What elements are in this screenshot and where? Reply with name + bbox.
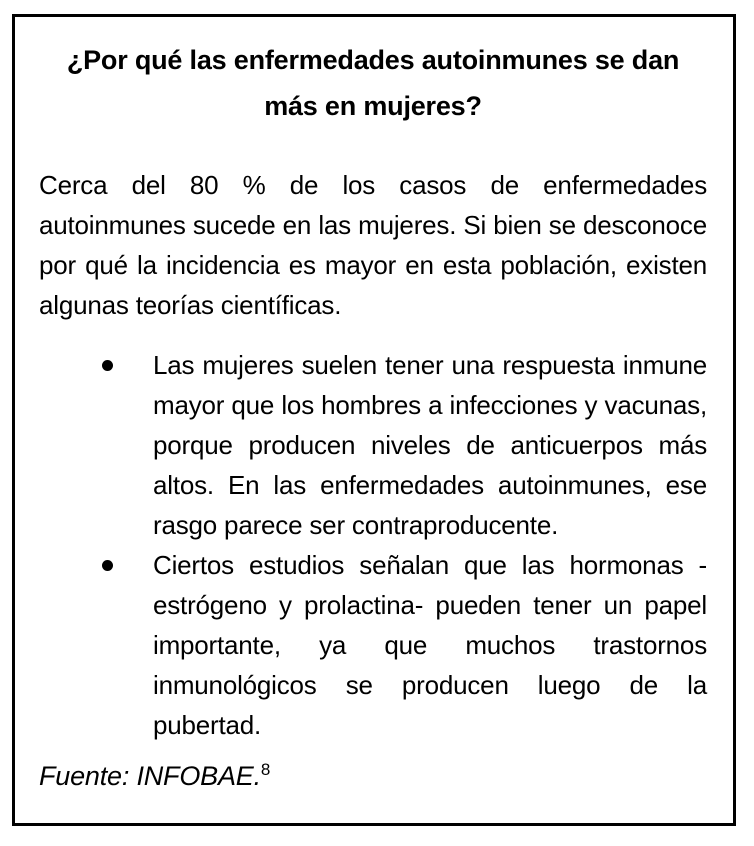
- bullet-list: [39, 345, 707, 745]
- footnote-reference: 8: [260, 760, 271, 779]
- source-text: Fuente: INFOBAE.: [39, 761, 261, 791]
- intro-paragraph: Cerca del 80 % de los casos de enfermedades autoinmunes sucede en las mujeres. Si bien se desconoce por qué la incidencia es mayor en esta población, existen algunas teorías científicas.: [39, 170, 707, 320]
- info-box: [12, 14, 736, 826]
- list-item-text: Las mujeres suelen tener una respuesta inmune mayor que los hombres a infecciones y vacunas, porque producen niveles de anticuerpos más altos. En las enfermedades autoinmunes, ese rasgo parece ser contraproducente.: [153, 350, 707, 540]
- bullet-icon: [102, 560, 113, 571]
- box-title: ¿Por qué las enfermedades autoinmunes se dan más en mujeres?: [66, 45, 680, 121]
- list-item-text: Ciertos estudios señalan que las hormonas - estrógeno y prolactina- pueden tener un papel importante, ya que muchos trastornos inmunológicos se producen luego de la pubertad.: [153, 550, 707, 740]
- bullet-icon: [102, 360, 113, 371]
- list-item: [39, 545, 707, 745]
- source-citation: [39, 761, 707, 792]
- list-item: [39, 345, 707, 545]
